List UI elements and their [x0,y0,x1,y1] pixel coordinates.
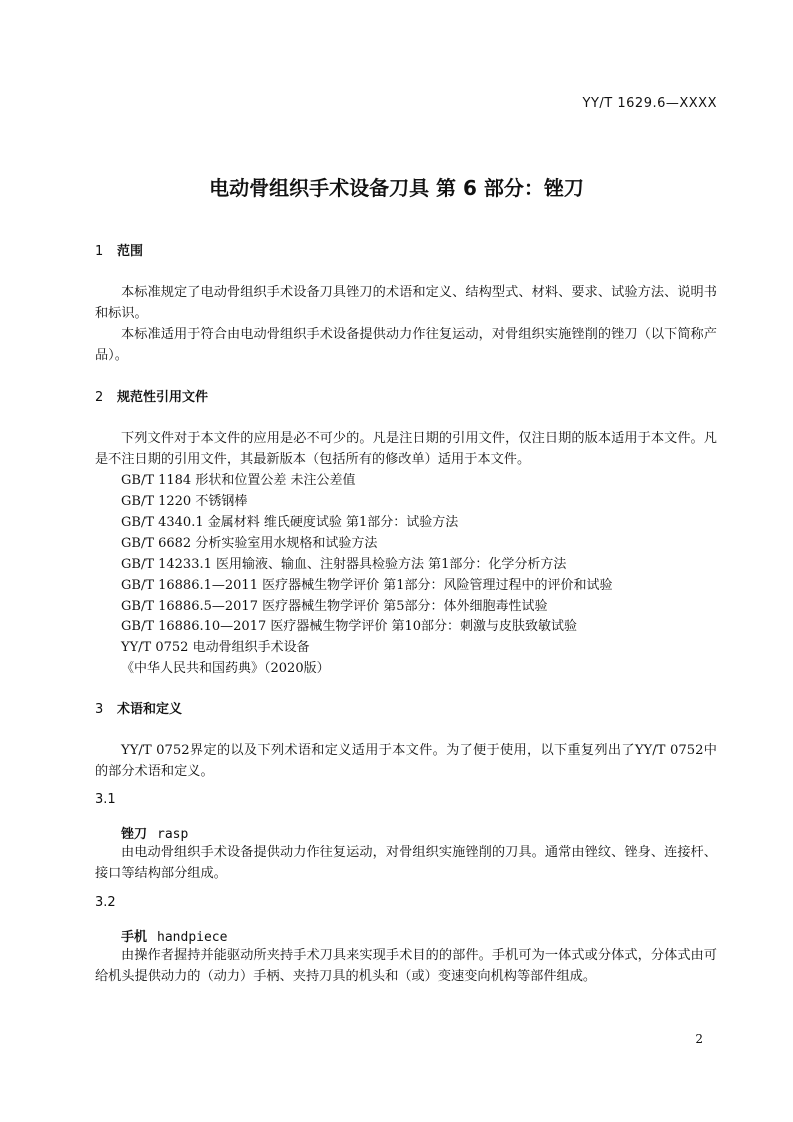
reference-item: GB/T 14233.1 医用输液、输血、注射器具检验方法 第1部分：化学分析方法 [121,557,567,572]
document-title: 电动骨组织手术设备刀具 第 6 部分：锉刀 [209,176,584,200]
scope-paragraph: 本标准适用于符合由电动骨组织手术设备提供动力作往复运动，对骨组织实施锉削的锉刀（以下简称产品）。 [95,327,717,363]
section-heading-terms-definitions [95,698,182,717]
section-heading-normative-references [95,386,208,405]
reference-item: 《中华人民共和国药典》（2020版） [121,661,330,676]
section-number: 3 [95,702,104,717]
term-chinese: 手机 [121,930,148,945]
section-title: 范围 [117,244,144,259]
reference-item: GB/T 1220 不锈钢棒 [121,494,248,509]
reference-item: GB/T 16886.5—2017 医疗器械生物学评价 第5部分：体外细胞毒性试验 [121,599,548,614]
reference-item: GB/T 16886.10—2017 医疗器械生物学评价 第10部分：刺激与皮肤致敏试验 [121,619,578,634]
standard-code: YY/T 1629.6—XXXX [582,96,717,111]
term-definition: 由操作者握持并能驱动所夹持手术刀具来实现手术目的的部件。手机可为一体式或分体式，分体式由可给机头提供动力的（动力）手柄、夹持刀具的机头和（或）变速变向机构等部件组成。 [95,948,717,984]
section-number: 1 [95,244,104,259]
scope-paragraph: 本标准规定了电动骨组织手术设备刀具锉刀的术语和定义、结构型式、材料、要求、试验方法、说明书和标识。 [95,285,717,321]
reference-item: GB/T 16886.1—2011 医疗器械生物学评价 第1部分：风险管理过程中的评价和试验 [121,578,613,593]
term-heading [121,823,188,842]
terms-intro-paragraph: YY/T 0752界定的以及下列术语和定义适用于本文件。为了便于使用，以下重复列出了YY/T 0752中的部分术语和定义。 [95,743,717,779]
term-english: rasp [157,827,189,842]
section-number: 2 [95,390,104,405]
reference-item: GB/T 4340.1 金属材料 维氏硬度试验 第1部分：试验方法 [121,515,459,530]
term-english: handpiece [157,930,228,945]
term-clause-number: 3.1 [95,792,116,807]
page-number: 2 [695,1032,703,1046]
reference-item: GB/T 1184 形状和位置公差 未注公差值 [121,473,356,488]
reference-item: YY/T 0752 电动骨组织手术设备 [121,640,310,655]
section-title: 规范性引用文件 [117,390,209,405]
reference-item: GB/T 6682 分析实验室用水规格和试验方法 [121,536,378,551]
section-heading-scope [95,240,143,259]
term-clause-number: 3.2 [95,895,116,910]
normative-intro-paragraph: 下列文件对于本文件的应用是必不可少的。凡是注日期的引用文件，仅注日期的版本适用于本文件。凡是不注日期的引用文件，其最新版本（包括所有的修改单）适用于本文件。 [95,431,717,467]
term-heading [121,926,227,945]
term-definition: 由电动骨组织手术设备提供动力作往复运动，对骨组织实施锉削的刀具。通常由锉纹、锉身、连接杆、接口等结构部分组成。 [95,845,717,881]
term-chinese: 锉刀 [121,827,148,842]
section-title: 术语和定义 [117,702,183,717]
